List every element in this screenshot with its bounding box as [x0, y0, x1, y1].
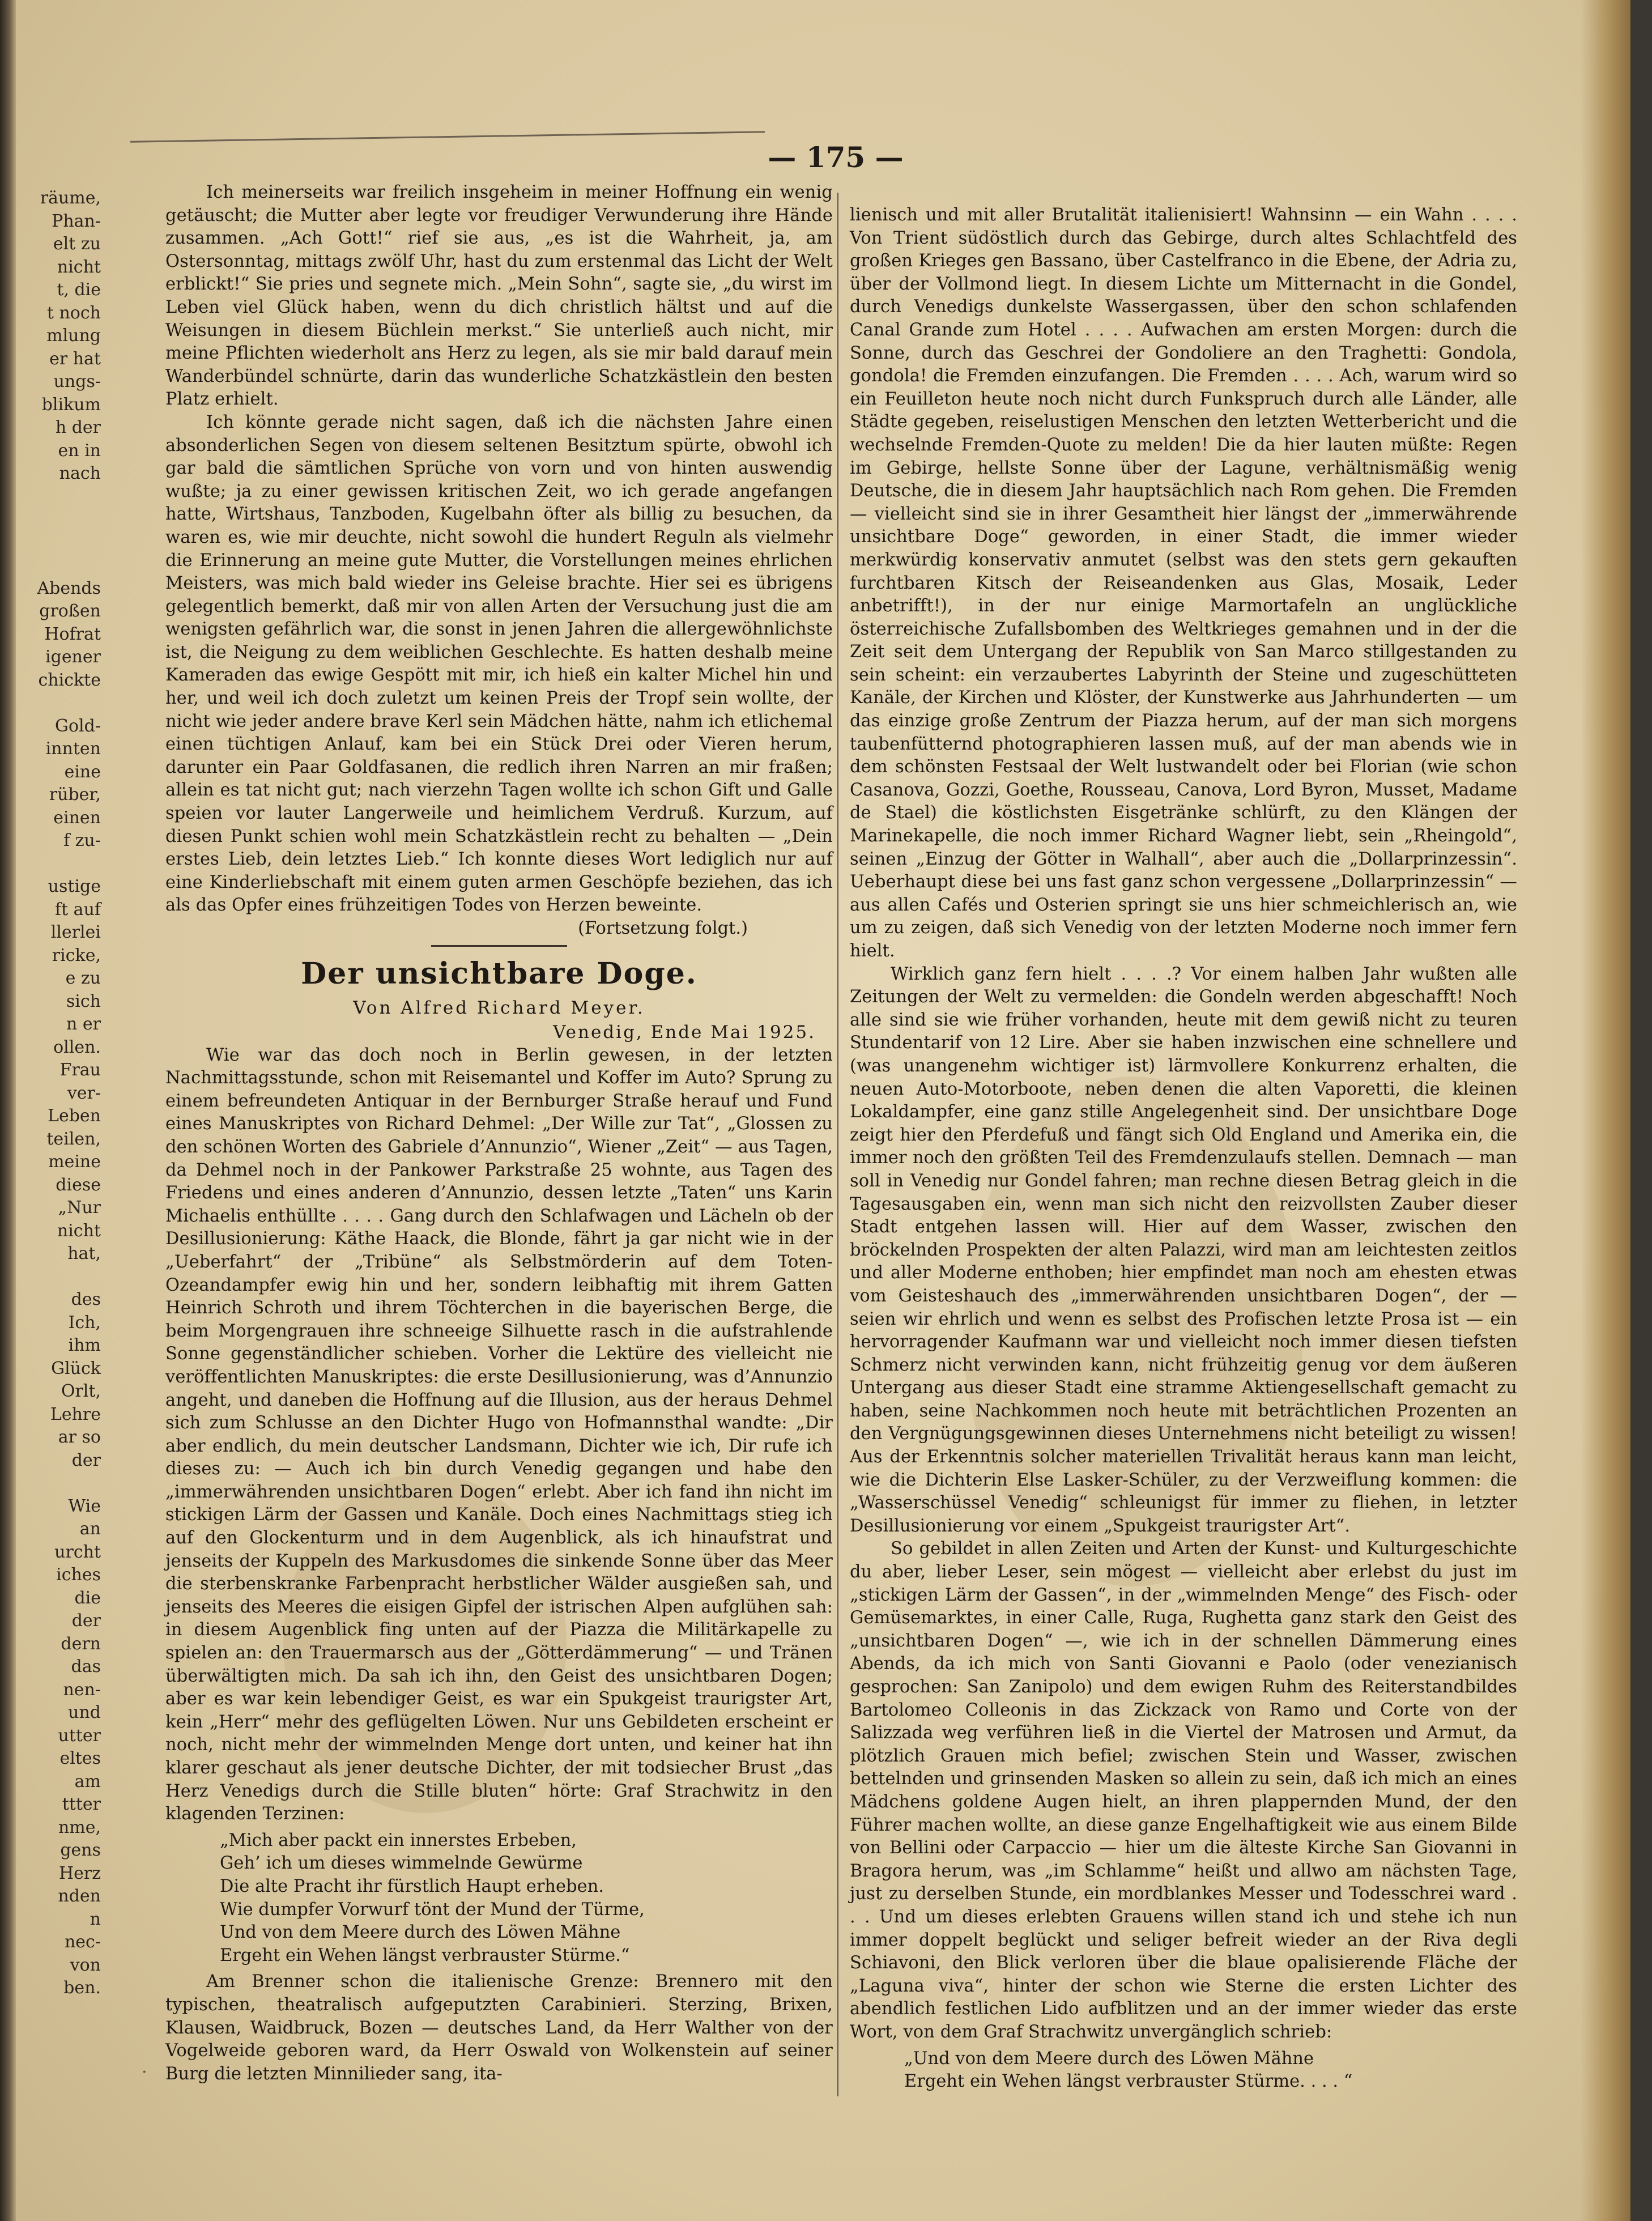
verse-line: Wie dumpfer Vorwurf tönt der Mund der Türme, [220, 1899, 645, 1920]
article-byline: Von Alfred Richard Meyer. [353, 997, 645, 1018]
previous-page-fragment: hat, [67, 1244, 101, 1263]
page-edge [1581, 0, 1630, 2221]
previous-page-fragment: n [90, 1909, 101, 1929]
previous-page-fragment: innten [45, 739, 101, 759]
previous-page-fragment: urcht [54, 1542, 101, 1562]
previous-page-fragment: Lehre [50, 1404, 101, 1424]
previous-page-fragment: iches [56, 1565, 101, 1585]
previous-page-fragment [16, 1266, 101, 1289]
previous-page-fragment: ungs- [53, 372, 101, 392]
previous-page-fragment: am [74, 1771, 101, 1792]
previous-page-fragment: Abends [37, 578, 101, 598]
verse-block [904, 2048, 1517, 2094]
previous-page-fragment: Wie [68, 1496, 101, 1516]
previous-page-fragment: chickte [38, 670, 101, 690]
previous-page-fragment: Glück [51, 1358, 101, 1378]
previous-page-fragment: e zu [65, 968, 101, 988]
verse-line: Und von dem Meere durch des Löwen Mähne [220, 1922, 621, 1943]
previous-page-fragment: t noch [46, 303, 101, 323]
previous-page-fragment: rüber, [49, 785, 101, 805]
previous-page-fragment: gens [60, 1840, 101, 1860]
previous-page-fragment: nicht [57, 1220, 101, 1241]
previous-page-fragment: h der [55, 418, 101, 437]
previous-page-fragment: der [71, 1611, 101, 1631]
previous-page-fragment: ar so [58, 1427, 101, 1447]
previous-page-fragment: ollen. [53, 1037, 101, 1057]
previous-page-margin [16, 187, 101, 1998]
previous-page-fragment [16, 692, 101, 715]
previous-page-fragment: nen- [63, 1679, 101, 1700]
article-paragraph: Am Brenner schon die italienische Grenze: Brennero mit den typischen, theatralisch aufgeputzten Carabinieri. Sterzing, Brixen, Klausen, Waidbruck, Bozen — deutsches Land, da Herr Walther von der Vogelweide geboren ward, da Herr Oswald von Wolkenstein auf seiner Burg die letzten Minnilieder sang, ita- [165, 1972, 833, 2084]
previous-page-fragment: en in [58, 440, 101, 461]
previous-page-fragment: nden [58, 1886, 101, 1906]
previous-page-fragment: t, die [57, 280, 101, 300]
article-title: Der unsichtbare Doge. [301, 956, 697, 991]
previous-page-fragment: llerlei [50, 922, 101, 942]
verse-line: „Und von dem Meere durch des Löwen Mähne [904, 2048, 1314, 2069]
page-number: — 175 — [768, 141, 904, 174]
previous-page-fragment: nicht [57, 257, 101, 277]
previous-page-fragment: räume, [40, 188, 101, 208]
previous-page-fragment: eltes [59, 1748, 101, 1768]
previous-page-fragment: ttter [62, 1794, 101, 1814]
previous-page-fragment: Leben [48, 1106, 101, 1126]
previous-page-fragment: „Nur [58, 1198, 101, 1218]
paragraph: Ich könnte gerade nicht sagen, daß ich die nächsten Jahre einen absonderlichen Segen von diesem seltenen Besitztum spürte, obwohl ich gar bald die sämtlichen Sprüche von vorn und von hinten auswendig wußte; ja zu einer gewissen kritischen Zeit, wo ich gerade angefangen hatte, Wirtshaus, Tanzboden, Kugelbahn öfter als billig zu besuchen, da waren es, wie mir deuchte, nicht sowohl die hundert Reguln als vielmehr die Erinnerung an meine gute Mutter, die Vorstellungen meines ehrlichen Meisters, was mich bald wieder ins Geleise brachte. Hier sei es übrigens gelegentlich bemerkt, daß mir von allen Arten der Versuchung just die am wenigsten gefährlich war, die sonst in jenen Jahren die allergewöhnlichste ist, die Neigung zu dem weiblichen Geschlechte. Es hatten deshalb meine Kameraden das ewige Gespött mit mir, ich hieß ein kalter Michel hin und her, und weil ich doch zuletzt um keinen Preis der Tropf sein wollte, der nicht wie jeder andere brave Kerl sein Mädchen hätte, nahm ich etlichemal einen tüchtigen Anlauf, kam bei ein Stück Drei oder Vieren herum, darunter ein Paar Goldfasanen, die redlich ihren Narren an mir fraßen; allein es tat nicht gut; nach vierzehn Tagen wollte ich schon Gift und Galle speien vor lauter Langerweile und heimlichem Verdruß. Kurzum, auf diesen Punkt schien wohl mein Schatzkästlein recht zu behalten — „Dein erstes Lieb, dein letztes Lieb.“ Ich konnte dieses Wort lediglich nur auf eine Kinderliebschaft mit einem guten armen Geschöpfe beziehen, das ich als das Opfer eines frühzeitigen Todes von Herzen beweinte. [165, 412, 833, 916]
previous-page-fragment: meine [48, 1152, 101, 1172]
paragraph: Ich meinerseits war freilich insgeheim in meiner Hoffnung ein wenig getäuscht; die Mutter aber legte vor freudiger Verwunderung ihre Hände zusammen. „Ach Gott!“ rief sie aus, „es ist die Wahrheit, ja, am Ostersonntag, mittags zwölf Uhr, hast du zum erstenmal das Licht der Welt erblickt!“ Sie pries und segnete mich. „Mein Sohn“, sagte sie, „du wirst im Leben viel Glück haben, wenn du dich christlich hältst und auf die Weisungen in diesem Büchlein merkst.“ Sie unterließ auch nicht, mir meine Pflichten wiederholt ans Herz zu legen, als sie mir bald darauf mein Wanderbündel schnürte, darin das wunderliche Schatzkästlein den besten Platz erhielt. [165, 182, 833, 410]
section-rule [431, 945, 567, 947]
previous-page-fragment [16, 508, 101, 531]
previous-page-fragment: Ich, [68, 1312, 101, 1333]
left-column [165, 181, 833, 2086]
previous-page-fragment: Hofrat [44, 624, 101, 644]
previous-page-fragment: ustige [48, 877, 101, 896]
previous-page-fragment [16, 531, 101, 555]
previous-page-fragment: Gold- [55, 716, 101, 736]
right-column [850, 204, 1517, 2097]
previous-page-fragment: ver- [67, 1083, 101, 1103]
continued-note: (Fortsetzung folgt.) [578, 918, 748, 938]
previous-page-fragment: des [71, 1290, 101, 1309]
previous-page-fragment: Frau [59, 1060, 101, 1080]
article-paragraph: So gebildet in allen Zeiten und Arten der Kunst- und Kulturgeschichte du aber, lieber Leser, sein mögest — vielleicht aber erlebst du just im „stickigen Lärm der Gassen“, in der „wimmelnden Menge“ des Fisch- oder Gemüsemarktes, in einer Calle, Ruga, Rughetta ganz stark den Geist des „unsichtbaren Dogen“ —, wie ich in der schnellen Dämmerung eines Abends, da ich mich von Santi Giovanni e Paolo (oder venezianisch gesprochen: San Zanipolo) und dem ewigen Ruhm des Reiterstandbildes Bartolomeo Colleonis in das Zickzack von Ramo und Corte von der Salizzada weg verführen ließ in die Viertel der Matrosen und Armut, da plötzlich Grauen mich befiel; zwischen Stein und Wasser, zwischen bettelnden und grinsenden Masken so allein zu sein, daß ich mich an eines Mädchens goldene Augen hielt, an ihren plappernden Mund, der den Führer machen wollte, an diese ganze Engelhaftigkeit wie aus einem Bilde von Bellini oder Carpaccio — hier um die älteste Kirche San Giovanni in Bragora herum, was „im Schlamme“ heißt und allwo am nächsten Tage, just zu derselben Stunde, ein mordblankes Messer und Todesschrei ward . . . Und um dieses erlebten Grauens willen stand ich und stehe ich nun immer doppelt beglückt und seliger befreit wieder an der Riva degli Schiavoni, den Blick verloren über die blaue opalisierende Fläche der „Laguna viva“, hinter der schon wie Sterne die ersten Lichter des abendlich festlichen Lido aufblitzen und an der immer wieder das erste Wort, von dem Graf Strachwitz unvergänglich schrieb: [850, 1539, 1517, 2042]
previous-page-fragment: utter [58, 1725, 101, 1746]
previous-page-fragment: er hat [49, 348, 101, 369]
previous-page-fragment: teilen, [46, 1129, 101, 1149]
previous-page-fragment [16, 554, 101, 577]
previous-page-fragment: ben. [63, 1978, 101, 1998]
previous-page-fragment: Herz [58, 1863, 101, 1883]
previous-page-fragment: ricke, [52, 945, 101, 965]
previous-page-fragment: an [79, 1519, 101, 1539]
article-paragraph: Wie war das doch noch in Berlin gewesen, in der letzten Nachmittagsstunde, schon mit Reisemantel und Koffer im Auto? Sprung zu einem befreundeten Antiquar in der Bernburger Straße herauf und Fund eines Manuskriptes von Richard Dehmel: „Der Wille zur Tat“, „Glossen zu den schönen Worten des Gabriele d’Annunzio“, Wiener „Zeit“ — aus Tagen, da Dehmel noch in der Pankower Parkstraße 25 wohnte, aus Tagen des Friedens und eines anderen d’Annunzio, dessen letzte „Taten“ uns Karin Michaelis enthüllte . . . . Gang durch den Schlafwagen und Lächeln ob der Desillusionierung: Käthe Haack, die Blonde, fährt ja gar nicht wie in der „Ueberfahrt“ der „Tribüne“ als Selbstmörderin auf dem Toten-Ozeandampfer ewig hin und her, sondern leibhaftig mit ihrem Gatten Heinrich Schroth und ihrem Töchterchen in die bayerischen Berge, die beim Morgengrauen ihre schneeige Silhuette rasch in die aufstrahlende Sonne gegenständlicher schieben. Vorher die Lektüre des vielleicht nie veröffentlichten Manuskriptes: die erste Desillusionierung, was d’Annunzio angeht, und daneben die Hoffnung auf die Illusion, aus der heraus Dehmel sich zum Schlusse an den Dichter Hugo von Hofmannsthal wandte: „Dir aber endlich, du mein deutscher Landsmann, Dichter wie ich, Dir rufe ich dieses zu: — Auch ich bin durch Venedig gegangen und habe den „immerwährenden unsichtbaren Dogen“ erlebt. Aber ich fand ihn nicht im stickigen Lärm der Gassen und Kanäle. Doch eines Nachmittags stieg ich auf den Glockenturm und in dem Augenblick, als ich hinaufstrat und jenseits der Kuppeln des Markusdomes die sinkende Sonne über das Meer die sterbenskranke Farbenpracht herbstlicher Wälder ausgießen sah, und jenseits des Meeres die eisigen Gipfel der istrischen Alpen aufglühen sah: in diesem Augenblick fing unten auf der Piazza die Militärkapelle zu spielen an: den Trauermarsch aus der „Götterdämmerung“ — und Tränen überwältigten mich. Da sah ich ihn, den Geist des unsichtbaren Dogen; aber es war kein lebendiger Geist, es war ein Spukgeist traurigster Art, kein „Herr“ mehr des geflügelten Löwen. Nur uns Gebildeten erscheint er noch, nicht mehr der wimmelnden Menge dort unten, und keiner hat ihn klarer geschaut als jener deutsche Dichter, der mit todsiecher Brust „das Herz Venedigs durch die Stille bluten“ hörte: Graf Strachwitz in den klagenden Terzinen: [165, 1045, 833, 1824]
previous-page-fragment [16, 853, 101, 876]
previous-page-fragment: Orlt, [61, 1381, 101, 1401]
previous-page-fragment: nach [59, 463, 101, 483]
previous-page-fragment: einen [53, 807, 101, 828]
verse-line: Die alte Pracht ihr fürstlich Haupt erheben. [220, 1876, 604, 1896]
previous-page-fragment: diese [56, 1175, 101, 1195]
previous-page-fragment: ft auf [54, 899, 101, 920]
previous-page-fragment: eine [64, 761, 101, 782]
verse-block [220, 1829, 833, 1968]
previous-page-fragment: dern [61, 1633, 101, 1654]
previous-page-fragment [16, 486, 101, 509]
previous-page-fragment: sich [66, 991, 101, 1011]
previous-page-fragment: die [74, 1588, 101, 1608]
column-divider [837, 193, 838, 2096]
article-paragraph: lienisch und mit aller Brutalität italienisiert! Wahnsinn — ein Wahn . . . . Von Trient südöstlich durch das Gebirge, durch altes Schlachtfeld des großen Krieges gen Bassano, über Castelfranco in die Ebene, der Adria zu, über der Vollmond liegt. In diesem Lichte um Mitternacht in die Gondel, durch Venedigs dunkelste Wassergassen, über den schon schlafenden Canal Grande zum Hotel . . . . Aufwachen am ersten Morgen: durch die Sonne, durch das Geschrei der Gondoliere an den Traghetti: Gondola, gondola! die Fremden einzufangen. Die Fremden . . . . Ach, warum wird so ein Feuilleton heute noch nicht durch Funkspruch durch alle Länder, alle Städte gegeben, reiselustigen Menschen den letzten Wetterbericht und die wechselnde Fremden-Quote zu melden! Die da hier lauten müßte: Regen im Gebirge, hellste Sonne über der Lagune, verhältnismäßig wenig Deutsche, die in diesem Jahr hauptsächlich nach Rom gehen. Die Fremden — vielleicht sind sie in ihrer Gesamtheit hier längst der „immerwährende unsichtbare Doge“ geworden, in einer Stadt, die immer wieder merkwürdig konservativ anmutet (selbst was den stets gern gekauften furchtbaren Kitsch der Reiseandenken aus Glas, Mosaik, Leder anbetrifft!), in der nur einige Marmortafeln an unglückliche österreichische Zufallsbomben des Weltkrieges gemahnen und in der die Zeit seit dem Untergang der Republik von San Marco stillgestanden zu sein scheint: ein verzaubertes Labyrinth der Steine und zugeschütteten Kanäle, der Kirchen und Klöster, der Kunstwerke aus Jahrhunderten — um das einzige große Zentrum der Piazza herum, auf der man sich morgens taubenfütternd photographieren lassen muß, auf der man abends wie in dem schönsten Festsaal der Welt lustwandelt oder bei Florian (wie schon Casanova, Gozzi, Goethe, Rousseau, Canova, Lord Byron, Musset, Madame de Stael) die köstlichsten Eisgetränke schlürft, zu den Klängen der Marinekapelle, die noch immer Richard Wagner liebt, sein „Rheingold“, seinen „Einzug der Götter in Walhall“, aber auch die „Dollarprinzessin“. Ueberhaupt diese bei uns fast ganz schon vergessene „Dollarprinzessin“ — aus allen Cafés und Osterien springt sie uns hier schmeichlerisch an, wie um zu zeigen, daß sich Venedig von der letzten Moderne noch immer fern hielt. [850, 205, 1517, 961]
previous-page-fragment: von [70, 1955, 101, 1975]
previous-page-fragment: f zu- [63, 831, 101, 850]
verse-line: Ergeht ein Wehen längst verbrauster Stürme. . . . “ [904, 2071, 1353, 2092]
previous-page-fragment: ihm [68, 1335, 101, 1355]
verse-line: Ergeht ein Wehen längst verbrauster Stürme.“ [220, 1945, 630, 1965]
previous-page-fragment: elt zu [53, 234, 101, 254]
article-paragraph: Wirklich ganz fern hielt . . . .? Vor einem halben Jahr wußten alle Zeitungen der Welt zu vermelden: die Gondeln werden abgeschafft! Noch alle sind sie wie früher vorhanden, heute mit dem gewiß nicht zu teuren Stundentarif von 12 Lire. Aber sie haben inzwischen eine schnellere und (was unangenehm wichtiger ist) lärmvollere Konkurrenz erhalten, die neuen Auto-Motorboote, neben denen die alten Vaporetti, die kleinen Lokaldampfer, eine ganz stille Angelegenheit sind. Der unsichtbare Doge zeigt hier den Pferdefuß und fängt sich Old England und Amerika ein, die immer noch den größten Teil des Fremdenzulaufs stellen. Demnach — man soll in Venedig nur Gondel fahren; man rechne diesen Betrag gleich in die Tagesausgaben ein, wenn man sich nicht den reizvollsten Zauber dieser Stadt entgehen lassen will. Hier auf dem Wasser, zwischen den bröckelnden Prospekten der alten Palazzi, wird man am leichtesten zeitlos und aller Moderne enthoben; hier empfindet man noch am ehesten etwas vom Geisteshauch des „immerwährenden unsichtbaren Dogen“, der — seien wir ehrlich und wenn es selbst des Profischen letzte Prosa ist — ein hervorragender Kaufmann war und vielleicht noch immer diesen tiefsten Schmerz nicht verwinden kann, nicht frühzeitig genug vor dem äußeren Untergang aus dieser Stadt eine stramme Aktiengesellschaft gemacht zu haben, seine Nachkommen noch heute mit beträchtlichen Prozenten an den Vergnügungsgewinnen dieses Unternehmens nicht beteiligt zu wissen! Aus der Erkenntnis solcher materiellen Trivalität heraus kann man leicht, wie die Dichterin Else Lasker-Schüler, zu der Verzweiflung kommen: die „Wasserschüssel Venedig“ schleunigst für immer zu fliehen, in letzter Desillusionierung vor einem „Spukgeist traurigster Art“. [850, 964, 1517, 1536]
book-binding [0, 0, 16, 2221]
ink-speck: · [142, 2062, 147, 2082]
article-dateline: Venedig, Ende Mai 1925. [553, 1022, 816, 1043]
previous-page-fragment: das [71, 1657, 101, 1677]
previous-page-fragment: nme, [58, 1817, 101, 1837]
verse-line: Geh’ ich um dieses wimmelnde Gewürme [220, 1853, 583, 1874]
previous-page-fragment [16, 1472, 101, 1495]
previous-page-fragment: der [71, 1450, 101, 1470]
previous-page-fragment: großen [39, 601, 101, 621]
header-rule [130, 131, 765, 143]
previous-page-fragment: und [68, 1703, 101, 1722]
verse-line: „Mich aber packt ein innerstes Erbeben, [220, 1830, 577, 1850]
previous-page-fragment: igener [45, 647, 101, 667]
previous-page-fragment: blikum [41, 394, 101, 415]
previous-page-fragment: mlung [46, 326, 101, 346]
previous-page-fragment: Phan- [52, 211, 101, 231]
previous-page-fragment: nec- [64, 1932, 101, 1952]
previous-page-fragment: n er [66, 1014, 101, 1034]
